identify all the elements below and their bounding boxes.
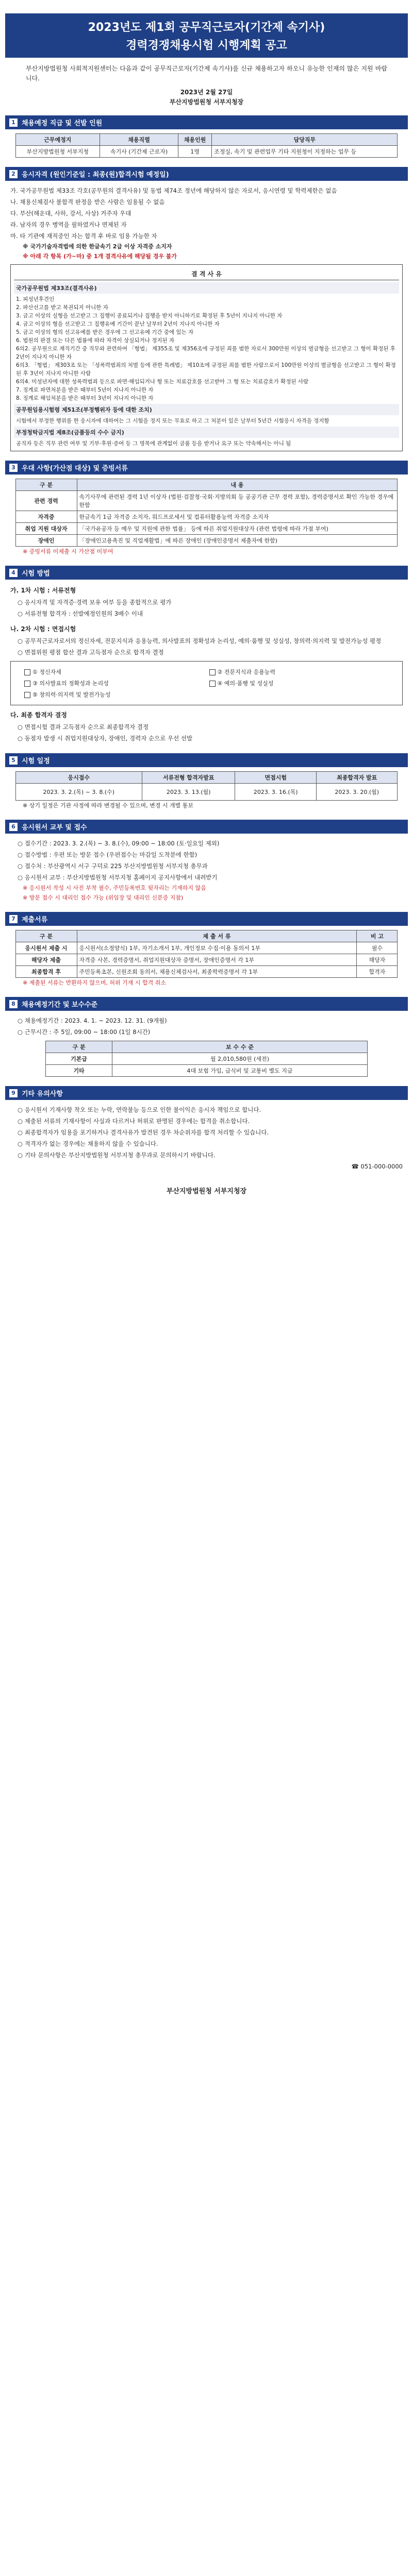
table-header: 보 수 수 준 [112, 1041, 368, 1053]
paragraph: ○ 기타 문의사항은 부산지방법원청 서부지청 총무과로 문의하시기 바랍니다. [18, 1151, 216, 1159]
list-item: 시험에서 부정한 행위를 한 응시자에 대하여는 그 시험을 정지 또는 무효로 하고 그 처분이 있은 날부터 5년간 시험응시 자격을 정지함 [16, 418, 329, 424]
table-cell: 2023. 3. 13.(월) [142, 784, 235, 801]
notice-date: 2023년 2월 27일 [180, 89, 233, 96]
table-cell: 해당자 제출 [15, 954, 77, 966]
check-item [209, 668, 381, 676]
paragraph: ○ 채용예정기간 : 2023. 4. 1. ~ 2023. 12. 31. (9개월) [18, 1017, 167, 1024]
section-number: 4 [9, 569, 18, 577]
paragraph: ○ 적격자가 없는 경우에는 채용하지 않을 수 있습니다. [18, 1140, 158, 1147]
paragraph: ○ 접수기간 : 2023. 3. 2.(목) ~ 3. 8.(수), 09:00 ~ 18:00 (토·일요일 제외) [18, 840, 220, 847]
check-label: ⑤ 창의력·의지력 및 발전가능성 [32, 691, 111, 698]
check-label: ④ 예의·품행 및 성실성 [217, 680, 274, 687]
disqualification-head: 국가공무원법 제33조(결격사유) [14, 282, 399, 294]
table-cell: 2023. 3. 2.(목) ~ 3. 8.(수) [15, 784, 142, 801]
paragraph: ○ 응시원서 기재사항 착오 또는 누락, 연락불능 등으로 인한 불이익은 응시자 책임으로 합니다. [18, 1106, 261, 1113]
check-item [24, 679, 196, 687]
table-cell: 2023. 3. 20.(월) [316, 784, 398, 801]
table-header: 채용인원 [178, 134, 212, 146]
list-item: 6의2. 공무원으로 재직기간 중 직무와 관련하여 「형법」 제355조 및 제356조에 규정된 죄를 범한 자로서 300만원 이상의 벌금형을 선고받고 그 형이 확정된 후 2년이 지나지 아니한 자 [16, 346, 395, 360]
table-header: 내 용 [77, 479, 398, 491]
list-item: 7. 징계로 파면처분을 받은 때부터 5년이 지나지 아니한 자 [16, 387, 154, 393]
title-line-2: 경력경쟁채용시험 시행계획 공고 [126, 39, 287, 52]
disqualification-box [10, 264, 403, 451]
paragraph: 다. 부산(해운대, 사하, 강서, 사상) 거주자 우대 [10, 210, 131, 217]
documents-table [15, 930, 398, 978]
section-4-title [5, 566, 408, 580]
paragraph: ○ 응시원서 교부 : 부산지방법원청 서부지청 홈페이지 공지사항에서 내려받기 [18, 874, 218, 881]
section-2-title [5, 167, 408, 181]
paragraph: ○ 제출된 서류의 기재사항이 사실과 다르거나 허위로 판명된 경우에는 합격을 취소합니다. [18, 1117, 250, 1125]
table-cell: 관련 경력 [15, 491, 77, 511]
note: ※ 제출된 서류는 반환하지 않으며, 허위 기재 시 합격 취소 [23, 979, 166, 986]
section-title-text: 기타 유의사항 [22, 1090, 63, 1098]
table-row [46, 1053, 368, 1065]
list-item: 2. 파산선고를 받고 복권되지 아니한 자 [16, 304, 108, 311]
paragraph: ○ 면접위원 평점 합산 결과 고득점자 순으로 합격자 결정 [18, 649, 164, 656]
table-header: 서류전형 합격자발표 [142, 772, 235, 784]
section-1-title [5, 115, 408, 129]
section-number: 8 [9, 1000, 18, 1008]
table-cell: 4대 보험 가입, 급식비 및 교통비 별도 지급 [112, 1065, 368, 1077]
recruit-table [15, 133, 398, 158]
footer-org: 부산지방법원청 서부지청장 [166, 1188, 247, 1195]
subheading: 나. 2차 시험 : 면접시험 [10, 625, 76, 633]
table-cell: 기타 [46, 1065, 112, 1077]
table-header: 구 분 [15, 479, 77, 491]
title-line-1: 2023년도 제1회 공무직근로자(기간제 속기사) [88, 21, 325, 34]
section-number: 5 [9, 756, 18, 765]
list-item: 6의3. 「형법」 제303조 또는 「성폭력범죄의 처벌 등에 관한 특례법」 제10조에 규정된 죄를 범한 사람으로서 100만원 이상의 벌금형을 선고받고 그 형이 확정된 후 3년이 지나지 아니한 사람 [16, 362, 396, 377]
evaluation-box [10, 661, 403, 705]
list-item: 5. 금고 이상의 형의 선고유예를 받은 경우에 그 선고유예 기간 중에 있는 자 [16, 329, 194, 335]
table-row [15, 511, 398, 523]
notice-title [5, 13, 408, 58]
table-cell: 해당자 [357, 954, 398, 966]
table-cell: 기본급 [46, 1053, 112, 1065]
contact-phone: ☎ 051-000-0000 [351, 1163, 403, 1170]
table-row [15, 784, 398, 801]
section-6-title [5, 820, 408, 834]
section-title-text: 응시자격 (원인기준일 : 최종(원)합격시험 예정일) [22, 171, 169, 179]
table-cell: 취업 지원 대상자 [15, 523, 77, 535]
note: ※ 방문 접수 시 대리인 접수 가능 (위임장 및 대리인 신분증 지참) [23, 894, 184, 901]
section-number: 9 [9, 1089, 18, 1097]
list-item: 8. 징계로 해임처분을 받은 때부터 3년이 지나지 아니한 자 [16, 395, 154, 401]
check-label: ① 정신자세 [32, 669, 61, 675]
table-cell: 합격자 [357, 966, 398, 978]
table-header: 구 분 [46, 1041, 112, 1053]
table-header: 제 출 서 류 [77, 930, 357, 942]
salary-table [45, 1041, 368, 1077]
table-cell: 응시원서 제출 시 [15, 942, 77, 954]
disqualification-head: 부정청탁금지법 제8조(금품등의 수수 금지) [14, 427, 399, 438]
table-cell: 응시원서(소정양식) 1부, 자기소개서 1부, 개인정보 수집·이용 동의서 1부 [77, 942, 357, 954]
check-label: ② 전문지식과 응용능력 [217, 669, 275, 675]
paragraph: ○ 면접시험 결과 고득점자 순으로 최종합격자 결정 [18, 723, 149, 731]
section-title-text: 채용예정 직급 및 선발 인원 [22, 120, 103, 127]
table-cell: 자격증 [15, 511, 77, 523]
table-header: 구 분 [15, 930, 77, 942]
paragraph: ○ 접수방법 : 우편 또는 방문 접수 (우편접수는 마감일 도착분에 한함) [18, 851, 197, 858]
table-cell: 한글속기 1급 자격증 소지자, 워드프로세서 및 컴퓨터활용능력 자격증 소지자 [77, 511, 398, 523]
table-cell: 최종합격 후 [15, 966, 77, 978]
check-item [209, 679, 381, 687]
table-header: 응시접수 [15, 772, 142, 784]
paragraph: 가. 국가공무원법 제33조 각호(공무원의 결격사유) 및 동법 제74조 정년에 해당하지 않은 자로서, 응시연령 및 학력제한은 없음 [10, 187, 337, 194]
table-cell: 2023. 3. 16.(목) [235, 784, 317, 801]
table-header: 근무예정지 [15, 134, 100, 146]
table-cell: 속기사무에 관련된 경력 1년 이상자 (법원·검찰청·국회·지방의회 등 공공기관 근무 경력 포함), 경력증명서로 확인 가능한 경우에 한함 [77, 491, 398, 511]
paragraph: ○ 동점자 발생 시 취업지원대상자, 장애인, 경력자 순으로 우선 선발 [18, 735, 193, 742]
table-cell: 속기사 (기간제 근로자) [100, 146, 178, 158]
note: ※ 증빙서류 미제출 시 가산점 미부여 [23, 548, 113, 555]
checkbox-icon [209, 669, 216, 675]
preference-table [15, 479, 398, 547]
list-item: 공직자 등은 직무 관련 여부 및 기부·후원·증여 등 그 명목에 관계없이 금품 등을 받거나 요구 또는 약속해서는 아니 됨 [16, 440, 291, 447]
notice-page [5, 0, 408, 1206]
checkbox-icon [24, 669, 30, 675]
paragraph: 마. 타 기관에 재직중인 자는 합격 후 바로 임용 가능한 자 [10, 232, 157, 240]
table-row [15, 942, 398, 954]
table-cell: 월 2,010,580원 (세전) [112, 1053, 368, 1065]
check-label: ③ 의사발표의 정확성과 논리성 [32, 680, 109, 687]
disqualification-head: 공무원임용시험령 제51조(부정행위자 등에 대한 조치) [14, 404, 399, 415]
checkbox-icon [209, 681, 216, 687]
table-cell: 「국가유공자 등 예우 및 지원에 관한 법률」 등에 따른 취업지원대상자 (관련 법령에 따라 가점 부여) [77, 523, 398, 535]
table-cell: 자격증 사본, 경력증명서, 취업지원대상자 증명서, 장애인증명서 각 1부 [77, 954, 357, 966]
notice-org: 부산지방법원청 서부지청장 [169, 98, 244, 106]
checkbox-icon [24, 681, 30, 687]
checkbox-icon [24, 692, 30, 698]
subheading: 가. 1차 시험 : 서류전형 [10, 587, 76, 594]
table-cell: 장애인 [15, 535, 77, 547]
section-number: 7 [9, 915, 18, 923]
section-title-text: 채용예정기간 및 보수수준 [22, 1001, 98, 1009]
section-number: 2 [9, 170, 18, 178]
table-cell: 주민등록초본, 신원조회 동의서, 채용신체검사서, 최종학력증명서 각 1부 [77, 966, 357, 978]
table-header: 담당직무 [212, 134, 398, 146]
check-item [24, 668, 196, 676]
paragraph: ○ 접수처 : 부산광역시 서구 구덕로 225 부산지방법원청 서부지청 총무과 [18, 862, 208, 870]
section-9-title [5, 1086, 408, 1100]
table-cell: 필수 [357, 942, 398, 954]
table-cell: 부산지방법원청 서부지청 [15, 146, 100, 158]
table-row [15, 491, 398, 511]
table-row [15, 523, 398, 535]
table-header: 면접시험 [235, 772, 317, 784]
paragraph: ○ 공무직근로자로서의 정신자세, 전문지식과 응용능력, 의사발표의 정확성과 논리성, 예의·품행 및 성실성, 창의력·의지력 및 발전가능성 평정 [18, 637, 382, 645]
section-title-text: 시험 일정 [22, 757, 50, 765]
paragraph: ○ 서류전형 합격자 : 선발예정인원의 3배수 이내 [18, 610, 143, 617]
note: ※ 국가기술자격법에 의한 한글속기 2급 이상 자격증 소지자 [23, 243, 172, 250]
section-title-text: 시험 방법 [22, 570, 50, 578]
table-header: 채용직렬 [100, 134, 178, 146]
list-item: 1. 피성년후견인 [16, 296, 55, 302]
check-item [24, 690, 196, 699]
schedule-table [15, 771, 398, 801]
table-cell: 조정실, 속기 및 관련업무 기타 지원청이 지정하는 업무 등 [212, 146, 398, 158]
section-number: 3 [9, 464, 18, 472]
section-7-title [5, 912, 408, 926]
list-item: 4. 금고 이상의 형을 선고받고 그 집행유예 기간이 끝난 날부터 2년이 지나지 아니한 자 [16, 321, 220, 327]
paragraph: ○ 근무시간 : 주 5일, 09:00 ~ 18:00 (1일 8시간) [18, 1028, 151, 1036]
paragraph: ○ 응시자격 및 자격증·경력 보유 여부 등을 종합적으로 평가 [18, 599, 172, 606]
section-number: 6 [9, 823, 18, 831]
section-5-title [5, 753, 408, 767]
list-item: 3. 금고 이상의 실형을 선고받고 그 집행이 종료되거나 집행을 받지 아니하기로 확정된 후 5년이 지나지 아니한 자 [16, 313, 283, 319]
paragraph: ○ 최종합격자가 임용을 포기하거나 결격사유가 발견된 경우 차순위자를 합격 처리할 수 있습니다. [18, 1129, 269, 1136]
paragraph: 나. 채용신체검사 불합격 판정을 받은 사람은 임용될 수 없음 [10, 198, 165, 206]
section-title-text: 우대 사항(가산점 대상) 및 증빙서류 [22, 465, 128, 472]
table-header: 최종합격자 발표 [316, 772, 398, 784]
table-row [46, 1065, 368, 1077]
section-title-text: 제출서류 [22, 916, 48, 924]
note: ※ 아래 각 항목 (가~마) 중 1개 결격사유에 해당될 경우 불가 [23, 253, 177, 260]
list-item: 6. 법원의 판결 또는 다른 법률에 따라 자격이 상실되거나 정지된 자 [16, 337, 175, 344]
table-row [15, 954, 398, 966]
section-3-title [5, 461, 408, 474]
table-row [15, 146, 398, 158]
section-number: 1 [9, 118, 18, 127]
disqualification-title: 결 격 사 유 [14, 268, 399, 280]
intro-text: 부산지방법원청 사회적지원센터는 다음과 같이 공무직근로자(기간제 속기사)를 신규 채용하고자 하오니 유능한 인재의 많은 지원 바랍니다. [26, 65, 387, 82]
section-8-title [5, 997, 408, 1011]
section-title-text: 응시원서 교부 및 접수 [22, 824, 87, 832]
subheading: 다. 최종 합격자 결정 [10, 711, 67, 719]
table-cell: 「장애인고용촉진 및 직업재활법」에 따른 장애인 (장애인증명서 제출자에 한함) [77, 535, 398, 547]
table-row [15, 966, 398, 978]
note: ※ 응시원서 작성 시 사진 부착 필수, 주민등록번호 뒷자리는 기재하지 않음 [23, 885, 206, 891]
table-row [15, 535, 398, 547]
table-header: 비 고 [357, 930, 398, 942]
table-cell: 1명 [178, 146, 212, 158]
paragraph: 라. 남자의 경우 병역을 필하였거나 면제된 자 [10, 221, 127, 228]
note: ※ 상기 일정은 기관 사정에 따라 변경될 수 있으며, 변경 시 개별 통보 [23, 802, 193, 809]
list-item: 6의4. 미성년자에 대한 성폭력범죄 등으로 파면·해임되거나 형 또는 치료감호를 선고받아 그 형 또는 치료감호가 확정된 사람 [16, 379, 309, 385]
